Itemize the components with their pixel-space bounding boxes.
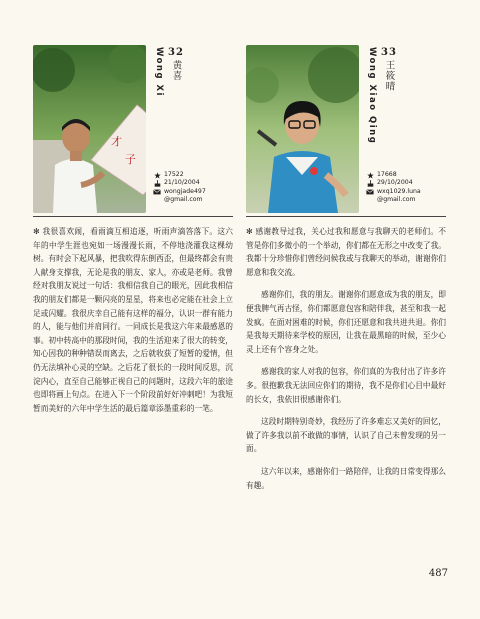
student-card xyxy=(246,45,446,213)
student-id: 17668 xyxy=(377,171,397,178)
message-paragraph: 感谢你们，我的朋友。谢谢你们愿意成为我的朋友，即便我脾气再古怪，你们都愿意包容和陪伴我，甚至和我一起发疯。在面对困难的时候，你们还愿意和我共进共退。你们是我每天期待来学校的原因，让我在最黑暗的时候，至少心灵上还有个容身之处。 xyxy=(246,290,446,354)
message-paragraph: ✻ 我很喜欢闹，看雨滴互相追逐，听雨声滴答落下。这六年的中学生涯也宛如一场漫漫长雨，不停地浇灌我这棵幼树。有时会下起风暴，把我吹得东倒西歪，但最终都会有贵人献身支撑我，无论是我的朋友、家人，亦或是老师。我曾经对我朋友说过一句话：我相信我自己的眼光，因此我相信我的朋友们都是一颗闪亮的星星，将来也必定能在社会上立足或闪耀。我很庆幸自己能有这样的福分，认识一群有能力的人，能与他们并肩同行。一同成长是我这六年来最感恩的事。初中转高中的那段时间，我的生活迎来了很大的转变，知心因我的种种错误而离去，之后就收获了短暂的爱情，但仍无法填补心灵的空缺。之后花了很长的一段时间反思，沉淀内心，直至自己能够正视自己的问题时，这段六年的旅途也即将画上句点。在进入下一个阶段前好好冲刺吧！为我短暂而美好的六年中学生活的最后篇章添墨重彩的一笔。 xyxy=(33,227,233,413)
student-photo xyxy=(246,45,359,213)
student-name-en: Wong Xi xyxy=(154,47,164,97)
student-message xyxy=(33,225,233,424)
envelope-icon xyxy=(153,188,161,195)
student-dob: 29/10/2004 xyxy=(377,179,413,187)
star-icon xyxy=(153,172,161,179)
star-bullet-icon: ✻ xyxy=(246,227,256,236)
student-number: 33 xyxy=(381,47,397,58)
message-paragraph: ✻ 感谢教导过我，关心过我和愿意与我聊天的老师们。不管是你们多微小的一个举动，你们都在无形之中改变了我。我都十分珍惜你们曾经问候我或与我聊天的举动，谢谢你们愿意和我交流。 xyxy=(246,227,446,277)
student-number: 32 xyxy=(168,47,184,58)
envelope-icon xyxy=(366,188,374,195)
page-number: 487 xyxy=(428,568,448,579)
student-email-user: wongjade497 xyxy=(164,187,206,195)
message-paragraph: 这段时期特别奇妙，我经历了许多难忘又美好的回忆，做了许多我以前不敢做的事情，认识了自己未曾发现的另一面。 xyxy=(246,417,446,454)
student-dob: 21/10/2004 xyxy=(164,179,200,187)
student-card xyxy=(33,45,233,213)
student-email-user: wxq1029.luna xyxy=(377,187,421,195)
student-message xyxy=(246,225,446,501)
divider xyxy=(246,216,446,217)
birthday-cake-icon xyxy=(366,180,374,187)
star-icon xyxy=(366,172,374,179)
student-id: 17522 xyxy=(164,171,184,178)
student-name-en: Wong Xiao Qing xyxy=(367,47,377,145)
student-name-vertical xyxy=(153,47,184,97)
birthday-cake-icon xyxy=(153,180,161,187)
student-name-vertical xyxy=(366,47,397,144)
student-photo xyxy=(33,45,146,213)
svg-text:才: 才 xyxy=(111,135,122,148)
student-email-domain: @gmail.com xyxy=(164,195,203,203)
student-info xyxy=(366,171,421,204)
student-column-right xyxy=(246,45,446,490)
student-info xyxy=(153,171,206,204)
star-bullet-icon: ✻ xyxy=(33,227,43,236)
student-column-left xyxy=(33,45,233,413)
student-name-cn: 黄喜 xyxy=(170,60,182,81)
message-paragraph: 感谢我的家人对我的包容，你们真的为我付出了许多许多。很抱歉我无法回应你们的期待，我不是你们心目中最好的长女，我依旧很感谢你们。 xyxy=(246,367,446,404)
divider xyxy=(33,216,233,217)
message-paragraph: 这六年以来，感谢你们一路陪伴，让我的日常变得那么有趣。 xyxy=(246,466,446,490)
student-name-cn: 王筱晴 xyxy=(383,60,395,92)
student-email-domain: @gmail.com xyxy=(377,195,416,203)
svg-text:子: 子 xyxy=(125,153,136,166)
